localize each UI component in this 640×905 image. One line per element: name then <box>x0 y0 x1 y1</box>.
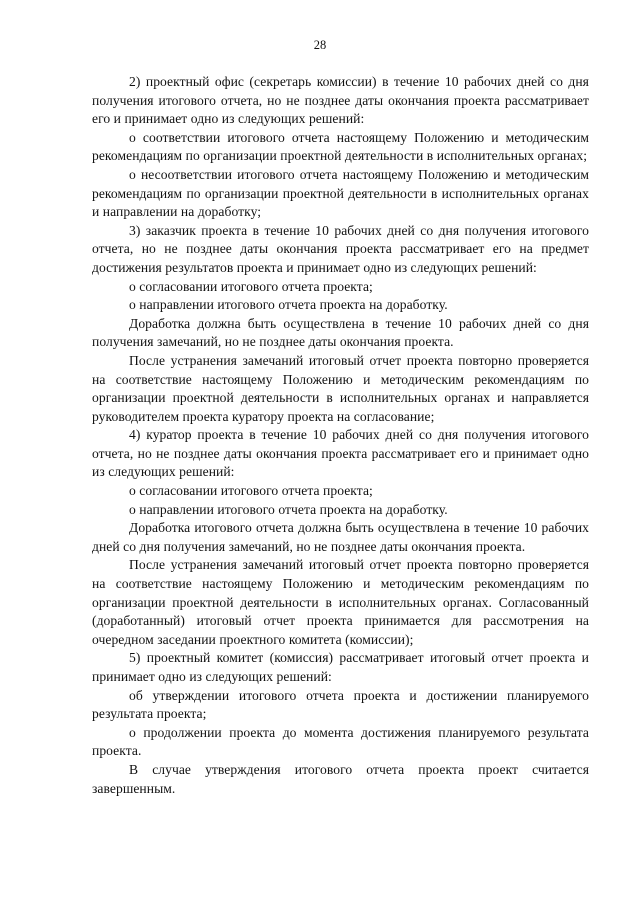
paragraph-noncompliance-decision: о несоответствии итогового отчета настоящему Положению и методическим рекомендациям по организации проектной деятельности в исполнительных органах и направлении на доработку; <box>92 166 589 220</box>
paragraph-revision-deadline: Доработка должна быть осуществлена в течение 10 рабочих дней со дня получения замечаний, но не позднее даты окончания проекта. <box>92 315 589 350</box>
paragraph-project-completed: В случае утверждения итогового отчета проекта проект считается завершенным. <box>92 761 589 796</box>
paragraph-recheck-to-curator: После устранения замечаний итоговый отчет проекта повторно проверяется на соответствие настоящему Положению и методическим рекомендациям по организации проектной деятельности в исполнительных органах и направляется руководителем проекта куратору проекта на согласование; <box>92 352 589 424</box>
paragraph-item-3-customer: 3) заказчик проекта в течение 10 рабочих дней со дня получения итогового отчета, но не позднее даты окончания проекта рассматривает его на предмет достижения результатов проекта и принимает одно из следующих решений: <box>92 222 589 275</box>
paragraph-recheck-to-committee: После устранения замечаний итоговый отчет проекта повторно проверяется на соответствие настоящему Положению и методическим рекомендациям по организации проектной деятельности в исполнительных органах. Согласованный (доработанный) итоговый отчет проекта принимается для рассмотрения на очередном заседании проектного комитета (комиссии); <box>92 557 589 647</box>
paragraph-continue-project-decision: о продолжении проекта до момента достижения планируемого результата проекта. <box>92 724 589 759</box>
paragraph-item-5-committee: 5) проектный комитет (комиссия) рассматривает итоговый отчет проекта и принимает одно из следующих решений: <box>92 650 589 684</box>
paragraph-compliance-decision: о соответствии итогового отчета настоящему Положению и методическим рекомендациям по организации проектной деятельности в исполнительных органах; <box>92 129 589 164</box>
paragraph-revision-decision: о направлении итогового отчета проекта на доработку. <box>129 297 448 313</box>
paragraph-report-revision-deadline: Доработка итогового отчета должна быть осуществлена в течение 10 рабочих дней со дня получения замечаний, но не позднее даты окончания проекта. <box>92 520 589 554</box>
paragraph-approve-report-decision: об утверждении итогового отчета проекта и достижении планируемого результата проекта; <box>92 687 589 722</box>
paragraph-revision-decision: о направлении итогового отчета проекта на доработку. <box>129 501 448 517</box>
paragraph-approval-decision: о согласовании итогового отчета проекта; <box>129 483 373 499</box>
paragraph-item-4-curator: 4) куратор проекта в течение 10 рабочих дней со дня получения итогового отчета, но не позднее даты окончания проекта рассматривает его и принимает одно из следующих решений: <box>92 427 589 480</box>
paragraph-approval-decision: о согласовании итогового отчета проекта; <box>129 278 373 294</box>
paragraph-item-2-project-office: 2) проектный офис (секретарь комиссии) в течение 10 рабочих дней со дня получения итогового отчета, но не позднее даты окончания проекта рассматривает его и принимает одно из следующих решений: <box>92 74 589 127</box>
page-number: 28 <box>313 38 327 52</box>
